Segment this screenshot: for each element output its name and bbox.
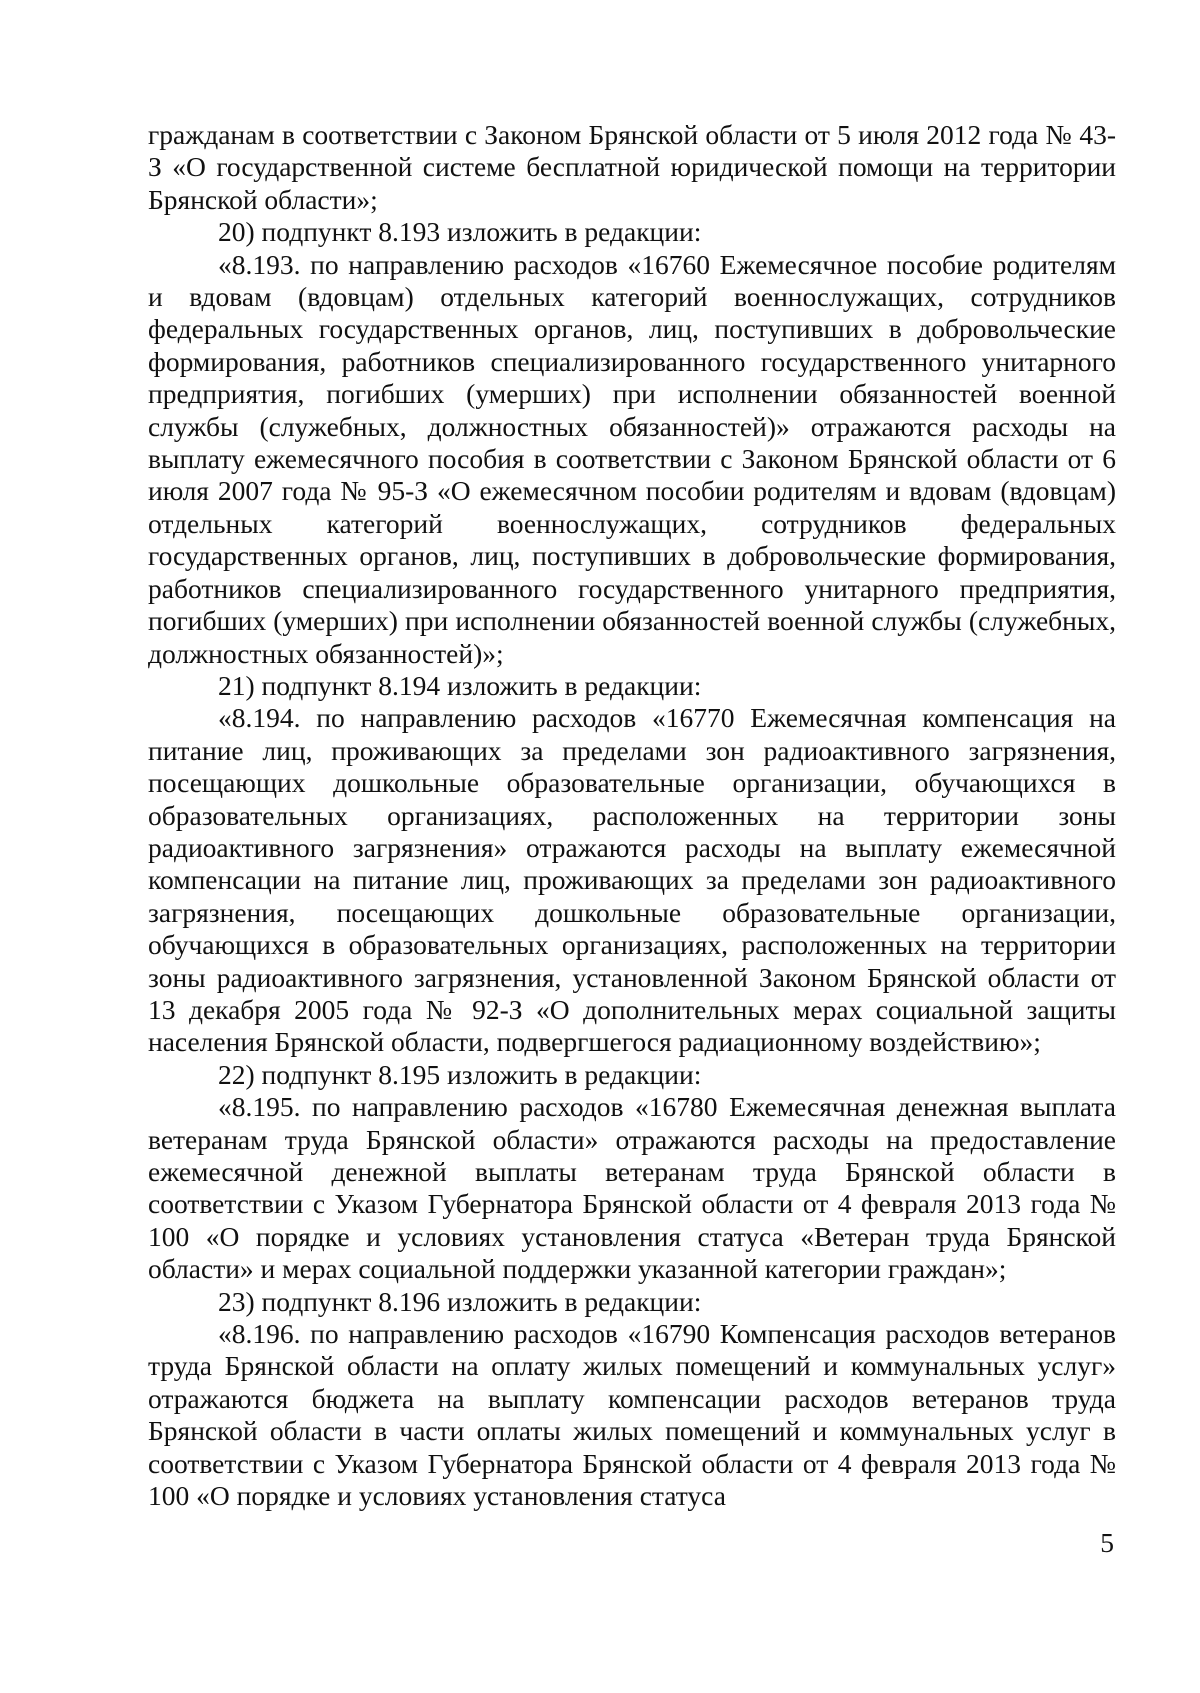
document-body (148, 119, 1116, 1512)
page-number: 5 (1100, 1527, 1114, 1558)
list-item-20: 20) подпункт 8.193 изложить в редакции: (218, 216, 702, 248)
paragraph-8-193: «8.193. по направлению расходов «16760 Ежемесячное пособие родителям и вдовам (вдовцам) отдельных категорий военнослужащих, сотрудников федеральных государственных органов, лиц, поступивших в добровольческие формирования, работников специализированного государственного унитарного предприятия, погибших (умерших) при исполнении обязанностей военной службы (служебных, должностных обязанностей)» отражаются расходы на выплату ежемесячного пособия в соответствии с Законом Брянской области от 6 июля 2007 года № 95-З «О ежемесячном пособии родителям и вдовам (вдовцам) отдельных категорий военнослужащих, сотрудников федеральных государственных органов, лиц, поступивших в добровольческие формирования, работников специализированного государственного унитарного предприятия, погибших (умерших) при исполнении обязанностей военной службы (служебных, должностных обязанностей)»; (148, 248, 1116, 669)
paragraph-8-196: «8.196. по направлению расходов «16790 Компенсация расходов ветеранов труда Брянской области на оплату жилых помещений и коммунальных услуг» отражаются бюджета на выплату компенсации расходов ветеранов труда Брянской области в части оплаты жилых помещений и коммунальных услуг в соответствии с Указом Губернатора Брянской области от 4 февраля 2013 года № 100 «О порядке и условиях установления статуса (148, 1318, 1116, 1512)
paragraph-8-194: «8.194. по направлению расходов «16770 Ежемесячная компенсация на питание лиц, проживающих за пределами зон радиоактивного загрязнения, посещающих дошкольные образовательные организации, обучающихся в образовательных организациях, расположенных на территории зоны радиоактивного загрязнения» отражаются расходы на выплату ежемесячной компенсации на питание лиц, проживающих за пределами зон радиоактивного загрязнения, посещающих дошкольные образовательные организации, обучающихся в образовательных организациях, расположенных на территории зоны радиоактивного загрязнения, установленной Законом Брянской области от 13 декабря 2005 года № 92-З «О дополнительных мерах социальной защиты населения Брянской области, подвергшегося радиационному воздействию»; (148, 702, 1116, 1058)
paragraph-8-195: «8.195. по направлению расходов «16780 Ежемесячная денежная выплата ветеранам труда Брянской области» отражаются расходы на предоставление ежемесячной денежной выплаты ветеранам труда Брянской области в соответствии с Указом Губернатора Брянской области от 4 февраля 2013 года № 100 «О порядке и условиях установления статуса «Ветеран труда Брянской области» и мерах социальной поддержки указанной категории граждан»; (148, 1091, 1116, 1285)
list-item-21: 21) подпункт 8.194 изложить в редакции: (218, 669, 702, 701)
paragraph-continuation: гражданам в соответствии с Законом Брянской области от 5 июля 2012 года № 43-З «О государственной системе бесплатной юридической помощи на территории Брянской области»; (148, 119, 1116, 215)
list-item-22: 22) подпункт 8.195 изложить в редакции: (218, 1058, 702, 1090)
list-item-23: 23) подпункт 8.196 изложить в редакции: (218, 1285, 702, 1317)
